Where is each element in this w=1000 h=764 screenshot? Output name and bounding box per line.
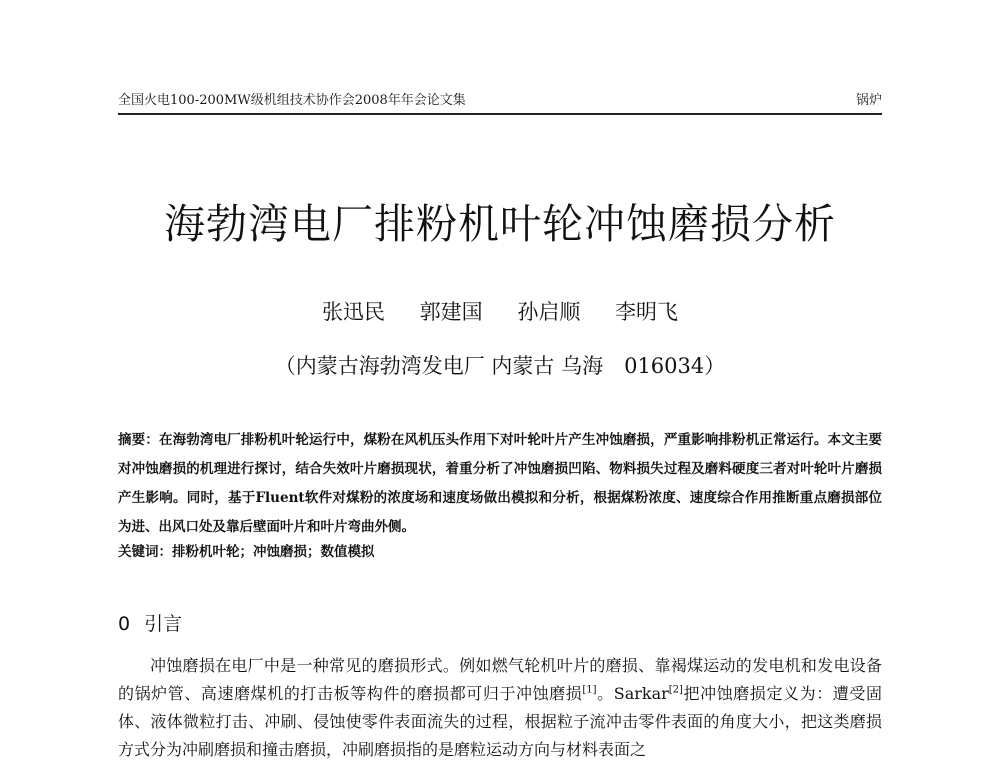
abstract-text: 在海勃湾电厂排粉机叶轮运行中，煤粉在风机压头作用下对叶轮叶片产生冲蚀磨损，严重影响排粉机正常运行。本文主要对冲蚀磨损的机理进行探讨，结合失效叶片磨损现状，着重分析了冲蚀磨损凹陷、物料损失过程及磨料硬度三者对叶轮叶片磨损产生影响。同时，基于Fluent软件对煤粉的浓度场和速度场做出模拟和分析，根据煤粉浓度、速度综合作用推断重点磨损部位为进、出风口处及靠后壁面叶片和叶片弯曲外侧。 bbox=[118, 432, 882, 535]
body-text-part: 。Sarkar bbox=[596, 684, 669, 703]
body-paragraph bbox=[118, 652, 882, 764]
author-name: 郭建国 bbox=[419, 300, 483, 324]
paper-title: 海勃湾电厂排粉机叶轮冲蚀磨损分析 bbox=[164, 200, 836, 248]
author-name: 李明飞 bbox=[615, 300, 679, 324]
author-name: 孙启顺 bbox=[517, 300, 581, 324]
section-heading bbox=[118, 609, 882, 639]
body-text-part: 把冲蚀磨损定义为：遭受固体、液体微粒打击、冲刷、侵蚀使零件表面流失的过程，根据粒子流冲击零件表面的角度大小，把这类磨损方式分为冲刷磨损和撞击磨损，冲刷磨损指的是磨粒运动方向与材料表面之 bbox=[118, 684, 882, 759]
citation-ref[interactable]: [2] bbox=[668, 684, 683, 696]
keywords-text: 排粉机叶轮；冲蚀磨损；数值模拟 bbox=[172, 544, 375, 560]
keywords-label: 关键词： bbox=[118, 544, 172, 560]
citation-ref[interactable]: [1] bbox=[582, 684, 597, 696]
section-number: 0 bbox=[118, 613, 131, 635]
abstract bbox=[118, 426, 882, 542]
author-affiliation: （内蒙古海勃湾发电厂 内蒙古 乌海 016034） bbox=[274, 354, 726, 378]
author-list bbox=[0, 296, 1000, 328]
abstract-label: 摘要： bbox=[118, 432, 159, 448]
author-name: 张迅民 bbox=[321, 300, 385, 324]
header-proceedings-title: 全国火电100-200MW级机组技术协作会2008年年会论文集 bbox=[118, 93, 466, 108]
section-title: 引言 bbox=[144, 613, 183, 635]
keywords bbox=[118, 538, 882, 567]
header-rule bbox=[118, 113, 882, 115]
body-text-part: 冲蚀磨损在电厂中是一种常见的磨损形式。例如燃气轮机叶片的磨损、靠褐煤运动的发电机和发电设备的锅炉管、高速磨煤机的打击板等构件的磨损都可归于冲蚀磨损 bbox=[118, 656, 882, 703]
header-section-name: 锅炉 bbox=[855, 93, 882, 108]
